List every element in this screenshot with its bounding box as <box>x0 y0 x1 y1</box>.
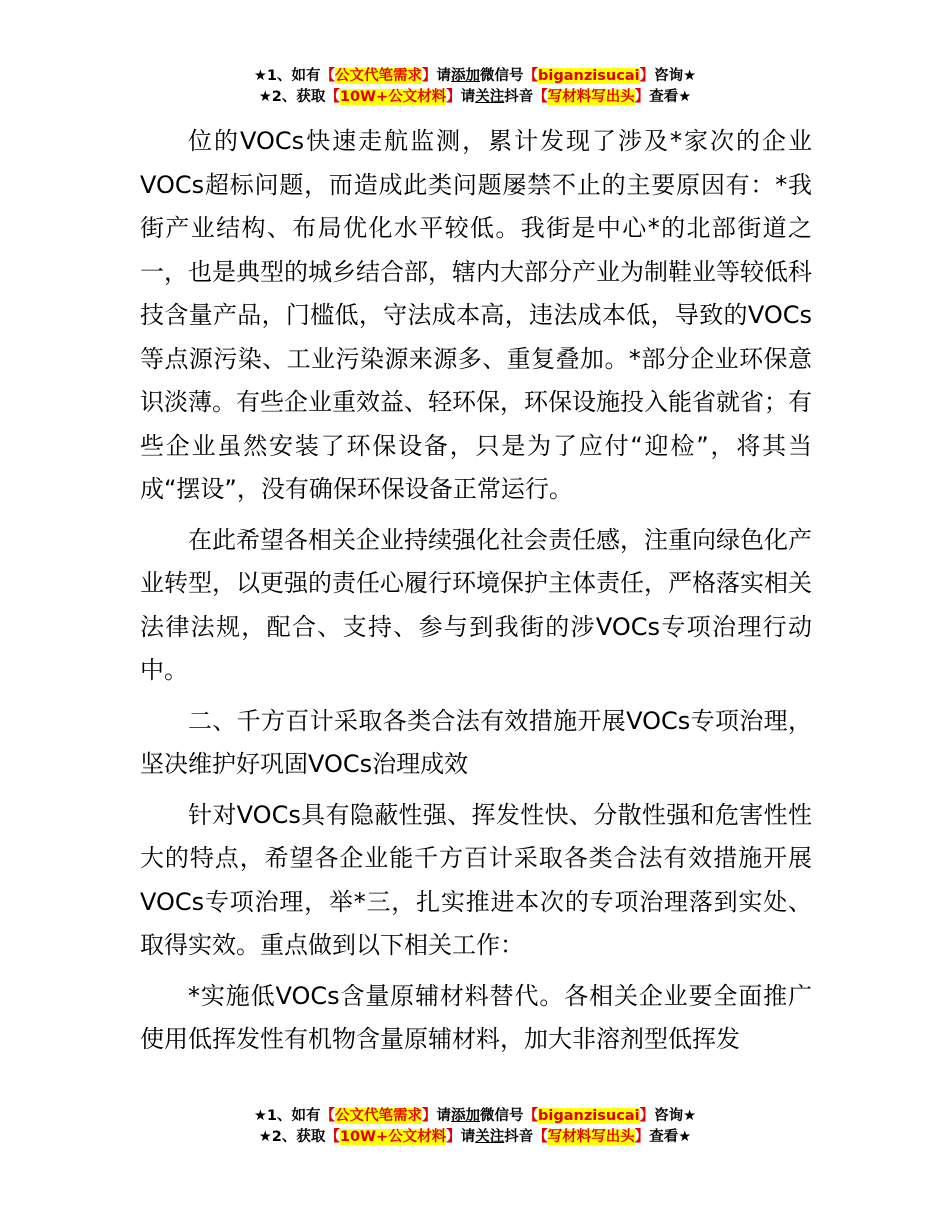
bracket: 【 <box>325 1129 340 1145</box>
banner-text: 咨询★ <box>654 1108 697 1124</box>
bracket: 】 <box>634 1129 650 1145</box>
paragraph-3: 针对VOCs具有隐蔽性强、挥发性快、分散性强和危害性性大的特点，希望各企业能千方百计采取各类合法有效措施开展VOCs专项治理，举*三，扎实推进本次的专项治理落到实处、取得实效。重点做到以下相关工作： <box>140 800 812 959</box>
paragraph-4: *实施低VOCs含量原辅材料替代。各相关企业要全面推广使用低挥发性有机物含量原辅材料，加大非溶剂型低挥发 <box>140 981 812 1053</box>
banner-text: 查看★ <box>649 89 692 105</box>
banner-text: 请 <box>460 89 476 105</box>
header-banner <box>0 66 950 108</box>
banner-text: 请 <box>436 68 452 84</box>
banner-text: 请 <box>436 1108 452 1124</box>
banner-text: ★1、如有 <box>253 68 321 84</box>
bracket: 【 <box>533 1129 548 1145</box>
bracket: 】 <box>422 68 437 84</box>
highlight-wechat-id: biganzisucai <box>538 68 640 84</box>
highlight-account: 写材料写出头 <box>547 89 635 105</box>
banner-text: ★1、如有 <box>253 1108 321 1124</box>
banner-text: 咨询★ <box>654 68 697 84</box>
banner-underlined: 添加 <box>451 1108 481 1124</box>
banner-text: ★2、获取 <box>258 1129 326 1145</box>
highlight-account: 写材料写出头 <box>547 1129 635 1145</box>
highlight-materials: 10W+公文材料 <box>339 89 447 105</box>
bracket: 【 <box>320 68 336 84</box>
bracket: 】 <box>639 1108 655 1124</box>
bracket: 【 <box>523 68 539 84</box>
bracket: 【 <box>320 1108 336 1124</box>
highlight-materials: 10W+公文材料 <box>339 1129 447 1145</box>
banner-line-1 <box>0 1106 950 1127</box>
banner-text: 微信号 <box>480 1108 524 1124</box>
paragraph-2: 在此希望各相关企业持续强化社会责任感，注重向绿色化产业转型，以更强的责任心履行环境保护主体责任，严格落实相关法律法规，配合、支持、参与到我街的涉VOCs专项治理行动中。 <box>140 525 812 684</box>
document-body <box>140 120 812 1069</box>
paragraph-1: 位的VOCs快速走航监测，累计发现了涉及*家次的企业VOCs超标问题，而造成此类问题屡禁不止的主要原因有：*我街产业结构、布局优化水平较低。我街是中心*的北部街道之一，也是典型的城乡结合部，辖内大部分产业为制鞋业等较低科技含量产品，门槛低，守法成本高，违法成本低，导致的VOCs等点源污染、工业污染源来源多、重复叠加。*部分企业环保意识淡薄。有些企业重效益、轻环保，环保设施投入能省就省；有些企业虽然安装了环保设备，只是为了应付“迎检”，将其当成“摆设”，没有确保环保设备正常运行。 <box>140 127 812 503</box>
bracket: 】 <box>422 1108 437 1124</box>
bracket: 】 <box>634 89 650 105</box>
banner-text: 抖音 <box>504 1129 534 1145</box>
banner-text: 微信号 <box>480 68 524 84</box>
highlight-service: 公文代笔需求 <box>335 1108 423 1124</box>
highlight-service: 公文代笔需求 <box>335 68 423 84</box>
bracket: 】 <box>446 1129 461 1145</box>
footer-banner <box>0 1106 950 1148</box>
highlight-wechat-id: biganzisucai <box>538 1108 640 1124</box>
banner-line-1 <box>0 66 950 87</box>
banner-text: ★2、获取 <box>258 89 326 105</box>
bracket: 【 <box>325 89 340 105</box>
banner-line-2 <box>0 87 950 108</box>
bracket: 【 <box>533 89 548 105</box>
banner-text: 请 <box>460 1129 476 1145</box>
bracket: 】 <box>446 89 461 105</box>
banner-underlined: 关注 <box>475 1129 505 1145</box>
banner-text: 抖音 <box>504 89 534 105</box>
bracket: 】 <box>639 68 655 84</box>
banner-underlined: 添加 <box>451 68 481 84</box>
banner-line-2 <box>0 1127 950 1148</box>
section-heading: 二、千方百计采取各类合法有效措施开展VOCs专项治理，坚决维护好巩固VOCs治理成效 <box>140 706 812 778</box>
banner-text: 查看★ <box>649 1129 692 1145</box>
bracket: 【 <box>523 1108 539 1124</box>
banner-underlined: 关注 <box>475 89 505 105</box>
